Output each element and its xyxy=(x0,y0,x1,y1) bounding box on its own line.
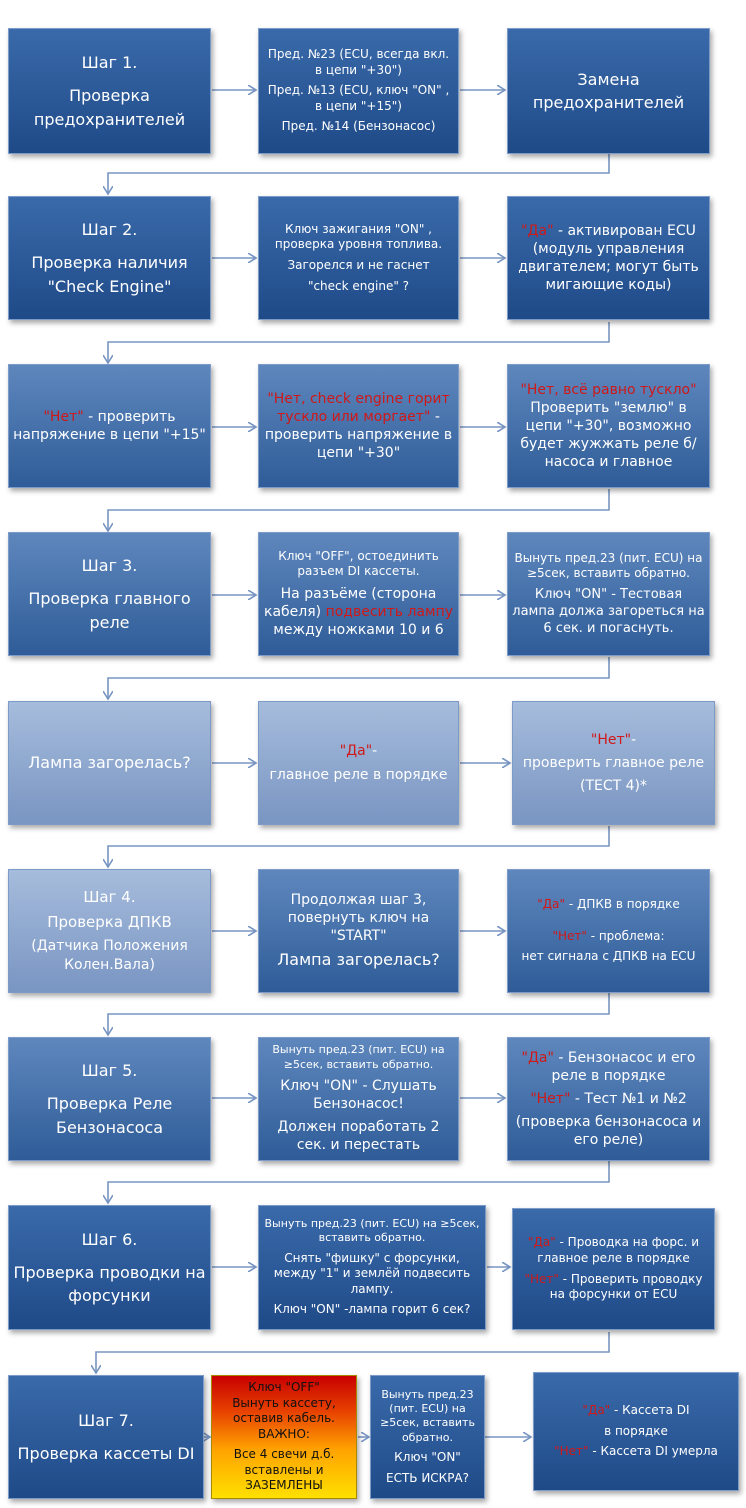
yes-label: "Да" xyxy=(537,897,565,912)
remove-cassette-text: Вынуть кассету, оставив кабель. xyxy=(232,1395,336,1426)
still-dim-text: Проверить "землю" в цепи "+30", возможно будет жужжать реле б/насоса и главное xyxy=(520,399,697,471)
step6-box xyxy=(8,1205,211,1330)
step2-check-engine: "check engine" ? xyxy=(307,278,410,293)
step7-title: Шаг 7. xyxy=(78,1410,134,1430)
dim-label: "Нет, check engine горит тускло или моргает" xyxy=(267,390,450,425)
step7-box xyxy=(8,1375,204,1499)
test-lamp-text: Ключ "ON" - Тестовая лампа должа загореться на 6 сек. и погаснуть. xyxy=(512,586,705,636)
check-main-relay-box xyxy=(512,701,715,825)
important-label: ВАЖНО: xyxy=(258,1426,310,1441)
step1-label: Проверка предохранителей xyxy=(33,86,186,129)
yes-label: "Да" xyxy=(521,222,554,239)
key-on-text: Ключ "ON" xyxy=(394,1450,461,1464)
fuse-14-text: Пред. №14 (Бензонасос) xyxy=(281,119,436,134)
yes-label: "Да" xyxy=(582,1403,611,1418)
step4-box xyxy=(8,869,211,993)
no-label: "Нет" xyxy=(590,731,632,748)
step3-connector-text: На разъёме (сторона кабеля) xyxy=(263,585,437,620)
step1-box xyxy=(8,28,211,154)
injector-plug-text: Снять "фишку" с форсунки, между "1" и землёй подвесить лампу. xyxy=(273,1250,471,1296)
spark-question: ЕСТЬ ИСКРА? xyxy=(385,1470,470,1485)
listen-pump-text: Ключ "ON" - Слушать Бензонасос! xyxy=(280,1077,437,1113)
lamp-lit-question: Лампа загорелась? xyxy=(277,950,440,970)
step3-title: Шаг 3. xyxy=(81,556,138,576)
fuse-23-text: Пред. №23 (ECU, всегда вкл. в цепи "+30") xyxy=(267,47,450,77)
main-relay-ok-text: главное реле в порядке xyxy=(269,766,448,783)
remove-fuse-text: Вынуть пред.23 (пит. ECU) на ≥5сек, вставить обратно. xyxy=(514,550,703,581)
replace-fuses-text: Замена предохранителей xyxy=(532,69,685,112)
main-relay-ok-box xyxy=(258,701,459,825)
check-pump-text: (проверка бензонасоса и его реле) xyxy=(515,1114,702,1149)
step2-check-question: Загорелся и не гаснет xyxy=(287,258,430,272)
remove-fuse-text: Вынуть пред.23 (пит. ECU) на ≥5сек, вставить обратно. xyxy=(380,1387,475,1444)
still-dim-box xyxy=(507,364,710,488)
step6-title: Шаг 6. xyxy=(81,1229,138,1249)
step2-label: Проверка наличия "Check Engine" xyxy=(31,253,188,296)
dash: - xyxy=(372,743,378,760)
step5-pump-box xyxy=(258,1037,459,1161)
spark-plugs-text: Все 4 свечи д.б. вставлены и xyxy=(233,1447,335,1477)
no-label: "Нет" xyxy=(554,1444,589,1459)
dim-check-engine-box xyxy=(258,364,459,488)
no-label: "Нет" xyxy=(552,928,587,943)
step5-box xyxy=(8,1037,211,1161)
pump-run-text: Должен поработать 2 сек. и перестать xyxy=(277,1119,440,1154)
test4-ref: (ТЕСТ 4)* xyxy=(579,778,647,795)
remove-fuse-text: Вынуть пред.23 (пит. ECU) на ≥5сек, вставить обратно. xyxy=(264,1217,480,1245)
yes-label: "Да" xyxy=(339,743,373,760)
still-dim-label: "Нет, всё равно тускло" xyxy=(520,381,697,398)
tests-ref-text: - Тест №1 и №2 xyxy=(570,1090,687,1107)
lamp-lit-question: Лампа загорелась? xyxy=(28,753,191,773)
step1-title: Шаг 1. xyxy=(81,53,138,73)
step3-disconnect-text: Ключ "OFF", остоединить разъем DI кассеты. xyxy=(278,548,439,579)
grounded-label: ЗАЗЕМЛЕНЫ xyxy=(245,1478,323,1493)
step6-injector-box xyxy=(258,1205,486,1330)
cassette-text: - Кассета DI xyxy=(610,1403,690,1418)
check-injector-wiring-text: - Проверить проводку на форсунки от ECU xyxy=(549,1271,703,1302)
no-ckp-signal-text: нет сигнала с ДПКВ на ECU xyxy=(521,949,696,964)
step5-result-box xyxy=(507,1037,710,1161)
step2-yes-text: - активирован ECU (модуль управления двигателем; могут быть мигающие коды) xyxy=(518,222,699,294)
turn-key-start-text: Продолжая шаг 3, повернуть ключ на "START" xyxy=(287,891,430,945)
spark-check-box xyxy=(370,1375,485,1499)
cassette-dead-text: - Кассета DI умерла xyxy=(588,1444,718,1459)
check-main-relay-text: проверить главное реле xyxy=(522,754,705,771)
step7-result-box xyxy=(533,1372,739,1491)
cassette-ok-text: в порядке xyxy=(604,1423,668,1438)
step4-label: Проверка ДПКВ xyxy=(47,912,172,931)
step1-fuses-box xyxy=(258,28,459,154)
ckp-ok-text: - ДПКВ в порядке xyxy=(565,897,680,912)
no-plus15-text: - проверить напряжение в цепи "+15" xyxy=(13,408,206,443)
step6-result-box xyxy=(512,1208,715,1330)
dash: - xyxy=(631,731,637,748)
return-connector-4 xyxy=(108,657,609,698)
yes-label: "Да" xyxy=(521,1049,554,1066)
step4-title: Шаг 4. xyxy=(83,888,136,907)
step3-pins-text: между ножками 10 и 6 xyxy=(273,622,444,639)
return-connector-3 xyxy=(108,489,609,530)
step2-check-box xyxy=(258,196,459,320)
step5-title: Шаг 5. xyxy=(81,1061,138,1081)
fuse-13-text: Пред. №13 (ECU, ключ "ON" , в цепи "+15") xyxy=(267,83,450,113)
no-label: "Нет" xyxy=(530,1090,571,1107)
return-connector-2 xyxy=(108,322,609,362)
return-connector-7 xyxy=(108,1161,609,1202)
step2-yes-box xyxy=(507,196,710,320)
no-label: "Нет" xyxy=(524,1271,559,1286)
injector-lamp-text: Ключ "ON" -лампа горит 6 сек? xyxy=(273,1302,471,1317)
key-off-text: Ключ "OFF" xyxy=(248,1379,320,1394)
step6-label: Проверка проводки на форсунки xyxy=(13,1262,206,1306)
step3-lamp-box xyxy=(258,532,459,656)
lamp-lit-question-box xyxy=(8,701,211,825)
problem-text: - проблема: xyxy=(586,928,665,943)
step4-result-box xyxy=(507,869,710,993)
no-label: "Нет" xyxy=(43,408,84,425)
step3-label: Проверка главного реле xyxy=(28,589,191,632)
return-connector-5 xyxy=(108,826,609,866)
return-connector-8 xyxy=(96,1332,609,1372)
warning-box xyxy=(211,1375,357,1499)
step2-title: Шаг 2. xyxy=(81,220,138,240)
step2-box xyxy=(8,196,211,320)
remove-fuse-text: Вынуть пред.23 (пит. ECU) на ≥5сек, вставить обратно. xyxy=(272,1043,445,1071)
step2-check-text: Ключ зажигания "ON" , проверка уровня топлива. xyxy=(274,221,443,252)
step3-result-box xyxy=(507,532,710,656)
crankshaft-sensor-text: (Датчика Положения Колен.Вала) xyxy=(31,938,188,973)
step7-label: Проверка кассеты DI xyxy=(17,1444,195,1463)
injector-wiring-ok-text: - Проводка на форс. и главное реле в порядке xyxy=(537,1235,700,1265)
replace-fuses-box xyxy=(507,28,710,154)
no-plus15-box xyxy=(8,364,211,488)
return-connector-1 xyxy=(108,152,609,193)
dim-check-engine-text: - проверить напряжение в цепи "+30" xyxy=(264,408,453,462)
return-connector-6 xyxy=(108,993,609,1034)
step3-box xyxy=(8,532,211,656)
hang-lamp-label: подвесить лампу xyxy=(325,604,454,620)
pump-ok-text: - Бензонасос и его реле в порядке xyxy=(551,1049,696,1084)
step5-label: Проверка Реле Бензонасоса xyxy=(46,1094,173,1137)
step4-start-box xyxy=(258,869,459,993)
yes-label: "Да" xyxy=(527,1235,556,1250)
